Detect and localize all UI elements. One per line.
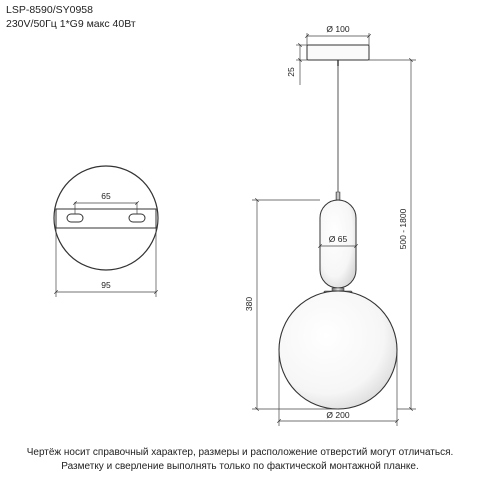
disclaimer-line-2: Разметку и сверление выполнять только по фактической монтажной планке. [61,461,419,472]
globe-diameter-label: Ø 200 [326,410,350,420]
lower-glass-globe [279,291,397,409]
canopy-height-label: 25 [286,67,296,77]
plate-width-label: 95 [101,280,111,290]
cord-grip [336,192,340,200]
mounting-slot-left [67,214,83,222]
body-height-label: 380 [244,296,254,312]
model-number: LSP-8590/SY0958 [6,4,93,16]
disclaimer-line-1: Чертёж носит справочный характер, размеры и расположение отверстий могут отличаться. [26,447,454,458]
ceiling-canopy [307,45,369,60]
total-height-label: 500 - 1800 [398,208,408,250]
canopy-diameter-label: Ø 100 [326,24,350,34]
upper-shade-diameter-label: Ø 65 [328,234,348,244]
hole-spacing-label: 65 [101,191,111,201]
pendant-lamp-view [244,24,416,426]
mounting-slot-right [129,214,145,222]
electrical-specs: 230V/50Гц 1*G9 макс 40Вт [6,18,136,30]
mounting-plate-view [54,166,158,297]
upper-glass-shade [320,200,356,288]
